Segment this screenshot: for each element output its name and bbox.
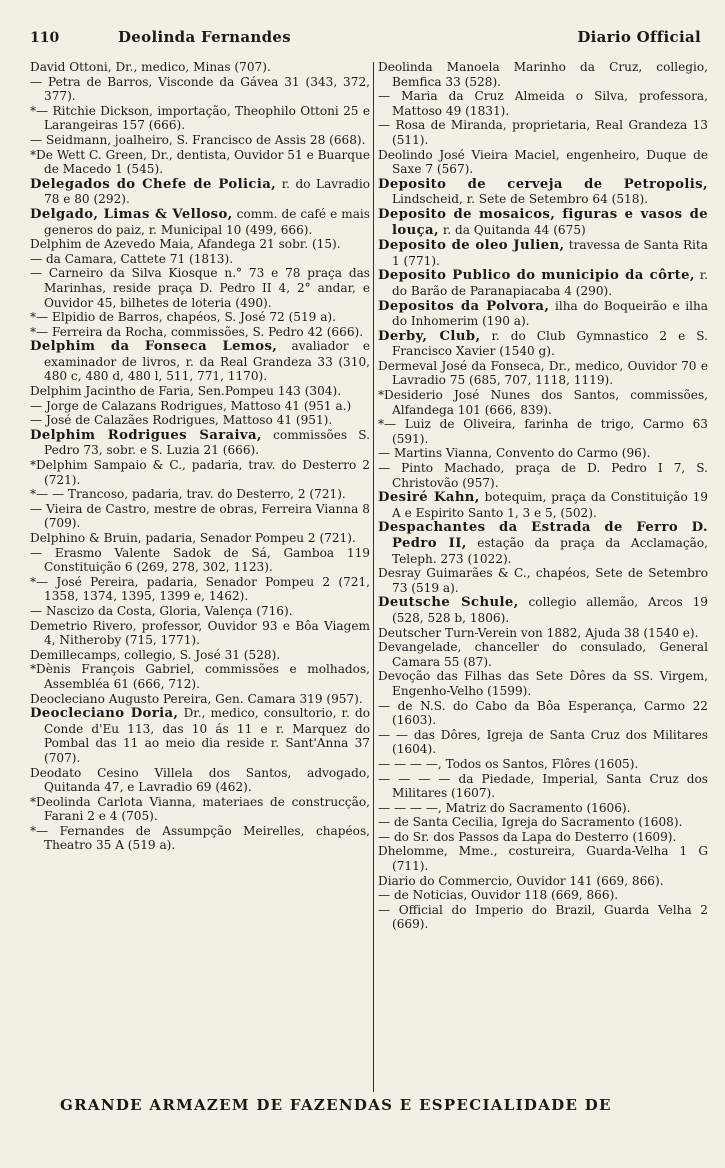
directory-entry (30, 177, 370, 207)
entry-heading: Delphim Rodrigues Saraiva, (30, 427, 262, 443)
entry-text: — de Santa Cecilia, Igreja do Sacramento (1608). (378, 815, 683, 830)
entry-text: Delphim de Azevedo Maia, Afandega 21 sobr. (15). (30, 237, 341, 252)
directory-entry (30, 766, 370, 795)
entry-text: — — — —, Todos os Santos, Flôres (1605). (378, 756, 639, 771)
directory-entry (378, 207, 708, 238)
directory-entry (30, 487, 370, 502)
entry-text: r. do Club Gymnastico 2 e S. Francisco Xavier (1540 g). (392, 328, 708, 359)
directory-entry (378, 874, 708, 889)
entry-text: Delphim Jacintho de Faria, Sen.Pompeu 143 (304). (30, 384, 342, 399)
entry-text: — de N.S. do Cabo da Bôa Esperança, Carmo 22 (1603). (378, 698, 708, 728)
entry-text: Diario do Commercio, Ouvidor 141 (669, 866). (378, 873, 664, 888)
entry-text: *— Ferreira da Rocha, commissões, S. Pedro 42 (666). (30, 324, 364, 339)
directory-entry (30, 648, 370, 663)
directory-entry (30, 692, 370, 707)
directory-entry (378, 89, 708, 118)
directory-entry (378, 772, 708, 801)
page-header (30, 28, 701, 52)
directory-entry (378, 844, 708, 873)
entry-text: Delphino & Bruin, padaria, Senador Pompeu 2 (721). (30, 531, 356, 545)
directory-entry (378, 268, 708, 298)
entry-text: travessa de Santa Rita 1 (771). (392, 238, 708, 268)
directory-entry (378, 118, 708, 147)
directory-entry (30, 60, 370, 75)
entry-text: Deolindo José Vieira Maciel, engenheiro, Duque de Saxe 7 (567). (378, 147, 708, 177)
entry-text: — Seidmann, joalheiro, S. Francisco de Assis 28 (668). (30, 132, 366, 147)
directory-entry (378, 801, 708, 816)
directory-entry (30, 706, 370, 765)
directory-entry (30, 104, 370, 133)
entry-text: botequim, praça da Constituição 19 A e Espirito Santo 1, 3 e 5, (502). (392, 490, 708, 520)
directory-entry (378, 669, 708, 698)
directory-entry (378, 626, 708, 641)
entry-text: — Vieira de Castro, mestre de obras, Ferreira Vianna 8 (709). (30, 501, 370, 531)
directory-entry (30, 384, 370, 399)
directory-entry (30, 237, 370, 252)
entry-text: Dermeval José da Fonseca, Dr., medico, Ouvidor 70 e Lavradio 75 (685, 707, 1118, 1119). (378, 358, 708, 388)
entry-text: — Pinto Machado, praça de D. Pedro I 7, S. Christovão (957). (378, 461, 708, 490)
entry-text: — — das Dôres, Igreja de Santa Cruz dos Militares (1604). (378, 727, 708, 757)
column-divider (373, 62, 374, 1092)
directory-entry (378, 148, 708, 177)
entry-text: *Deolinda Carlota Vianna, materiaes de construcção, Farani 2 e 4 (705). (30, 794, 370, 824)
directory-entry (30, 824, 370, 853)
entry-text: Devangelade, chanceller do consulado, General Camara 55 (87). (378, 640, 708, 669)
directory-entry (30, 325, 370, 340)
entry-text: Deodato Cesino Villela dos Santos, advogado, Quitanda 47, e Lavradio 69 (462). (30, 765, 370, 795)
directory-entry (378, 329, 708, 359)
entry-text: — — — —, Matriz do Sacramento (1606). (378, 800, 631, 815)
directory-entry (378, 520, 708, 566)
entry-text: — Maria da Cruz Almeida o Silva, professora, Mattoso 49 (1831). (378, 89, 708, 118)
entry-heading: Derby, Club, (378, 328, 481, 344)
entry-text: — José de Calazães Rodrigues, Mattoso 41 (951). (30, 413, 333, 428)
entry-text: — Erasmo Valente Sadok de Sá, Gamboa 119 Constituição 6 (269, 278, 302, 1123). (30, 545, 370, 575)
directory-entry (378, 815, 708, 830)
entry-heading: Delphim da Fonseca Lemos, (30, 339, 278, 355)
entry-heading: Desiré Kahn, (378, 490, 480, 506)
directory-entry (378, 640, 708, 669)
entry-text: collegio allemão, Arcos 19 (528, 528 b, 1806). (392, 595, 708, 625)
directory-entry (30, 546, 370, 575)
entry-text: *Delphim Sampaio & C., padaria, trav. do Desterro 2 (721). (30, 458, 370, 487)
directory-entry (30, 604, 370, 619)
directory-entry (378, 757, 708, 772)
directory-entry (378, 446, 708, 461)
directory-entry (30, 502, 370, 531)
directory-entry (30, 148, 370, 177)
entry-text: Deolinda Manoela Marinho da Cruz, collegio, Bemfica 33 (528). (378, 60, 708, 89)
entry-text: — do Sr. dos Passos da Lapa do Desterro (1609). (378, 829, 677, 844)
entry-text: — Jorge de Calazans Rodrigues, Mattoso 41 (951 a.) (30, 398, 352, 413)
entry-text: Devoção das Filhas das Sete Dôres da SS. Virgem, Engenho-Velho (1599). (378, 669, 708, 698)
directory-entry (30, 413, 370, 428)
directory-entry (30, 662, 370, 691)
directory-entry (378, 595, 708, 625)
directory-entry (30, 252, 370, 267)
left-column (30, 60, 370, 1090)
right-column (378, 60, 708, 1090)
directory-entry (378, 728, 708, 757)
directory-entry (378, 388, 708, 417)
entry-text: Demetrio Rivero, professor, Ouvidor 93 e Bôa Viagem 4, Nitheroby (715, 1771). (30, 618, 370, 648)
entry-text: — Rosa de Miranda, proprietaria, Real Grandeza 13 (511). (378, 118, 708, 147)
entry-heading: Delgado, Limas & Velloso, (30, 206, 233, 222)
directory-entry (378, 566, 708, 595)
entry-text: Deocleciano Augusto Pereira, Gen. Camara 319 (957). (30, 691, 363, 706)
entry-text: Dhelomme, Mme., costureira, Guarda-Velha 1 G (711). (378, 844, 708, 874)
directory-entry (30, 207, 370, 237)
entry-text: Dr., medico, consultorio, r. do Conde d'Eu 113, das 10 ás 11 e r. Marquez do Pombal das 11 ao meio dia reside r. Sant'Anna 37 (707). (44, 706, 370, 765)
entry-text: *— Luiz de Oliveira, farinha de trigo, Carmo 63 (591). (378, 417, 708, 446)
journal-name: Diario Official (577, 28, 701, 46)
entry-text: *— Ritchie Dickson, importação, Theophilo Ottoni 25 e Larangeiras 157 (666). (30, 103, 370, 133)
directory-entry (30, 575, 370, 604)
directory-entry (378, 177, 708, 207)
entry-text: avaliador e examinador de livros, r. da Real Grandeza 33 (310, 480 c, 480 d, 480 l, 511, 771, 1170). (44, 339, 370, 384)
entry-heading: Deposito Publico do municipio da côrte, (378, 268, 695, 284)
directory-entry (30, 458, 370, 487)
entry-text: *— José Pereira, padaria, Senador Pompeu 2 (721, 1358, 1374, 1395, 1399 e, 1462). (30, 574, 370, 604)
entry-text: — Martins Vianna, Convento do Carmo (96). (378, 446, 651, 461)
entry-text: *— — Trancoso, padaria, trav. do Desterro, 2 (721). (30, 487, 346, 502)
entry-heading: Delegados do Chefe de Policia, (30, 176, 277, 192)
entry-text: Demillecamps, collegio, S. José 31 (528). (30, 647, 281, 662)
entry-text: comm. de café e mais generos do paiz, r. Municipal 10 (499, 666). (44, 206, 370, 237)
directory-entry (378, 60, 708, 89)
entry-text: ilha do Boqueirão e ilha do Inhomerim (190 a). (392, 298, 708, 329)
entry-text: — Official do Imperio do Brazil, Guarda Velha 2 (669). (378, 902, 708, 932)
directory-entry (30, 795, 370, 824)
directory-entry (30, 399, 370, 414)
entry-text: r. do Lavradio 78 e 80 (292). (44, 176, 370, 207)
directory-entry (30, 428, 370, 458)
entry-text: *De Wett C. Green, Dr., dentista, Ouvidor 51 e Buarque de Macedo 1 (545). (30, 147, 370, 177)
directory-entry (30, 133, 370, 148)
entry-text: David Ottoni, Dr., medico, Minas (707). (30, 60, 271, 74)
entry-text: *— Fernandes de Assumpção Meirelles, chapéos, Theatro 35 A (519 a). (30, 823, 370, 853)
directory-entry (30, 339, 370, 384)
entry-text: — Nascizo da Costa, Gloria, Valença (716). (30, 603, 293, 618)
entry-text: estação da praça da Acclamação, Teleph. 273 (1022). (392, 536, 708, 566)
page-number: 110 (30, 30, 60, 46)
entry-heading: Deposito de oleo Julien, (378, 238, 565, 254)
entry-text: *Desiderio José Nunes dos Santos, commissões, Alfandega 101 (666, 839). (378, 388, 708, 417)
directory-entry (378, 359, 708, 388)
entry-heading: Depositos da Polvora, (378, 298, 550, 314)
entry-text: Desray Guimarães & C., chapéos, Sete de Setembro 73 (519 a). (378, 566, 708, 595)
directory-entry (378, 299, 708, 329)
entry-text: — Petra de Barros, Visconde da Gávea 31 (343, 372, 377). (30, 74, 370, 104)
directory-entry (378, 490, 708, 520)
entry-text: — — — — da Piedade, Imperial, Santa Cruz dos Militares (1607). (378, 771, 708, 801)
entry-text: r. da Quitanda 44 (675) (438, 222, 586, 237)
directory-entry (378, 417, 708, 446)
entry-text: *Dènis François Gabriel, commissões e molhados, Assembléa 61 (666, 712). (30, 662, 370, 691)
directory-entry (378, 888, 708, 903)
entry-text: Lindscheid, r. Sete de Setembro 64 (518). (392, 192, 649, 207)
directory-entry (30, 266, 370, 310)
entry-heading: Deutsche Schule, (378, 595, 519, 611)
directory-entry (378, 238, 708, 268)
directory-entry (378, 699, 708, 728)
entry-text: — da Camara, Cattete 71 (1813). (30, 251, 234, 266)
entry-heading: Deocleciano Doria, (30, 706, 179, 722)
entry-heading: Deposito de mosaicos, figuras e vasos de louça, (378, 206, 708, 238)
running-title: Deolinda Fernandes (118, 28, 291, 46)
directory-entry (30, 531, 370, 546)
entry-heading: Deposito de cerveja de Petropolis, (378, 176, 708, 192)
entry-text: commissões S. Pedro 73, sobr. e S. Luzia 21 (666). (44, 427, 370, 458)
directory-entry (30, 310, 370, 325)
directory-entry (30, 619, 370, 648)
footer-banner: GRANDE ARMAZEM DE FAZENDAS E ESPECIALIDADE DE (60, 1096, 612, 1114)
entry-text: — de Noticias, Ouvidor 118 (669, 866). (378, 888, 619, 903)
entry-text: r. do Barão de Paranapiacaba 4 (290). (392, 268, 708, 298)
directory-entry (378, 461, 708, 490)
entry-text: Deutscher Turn-Verein von 1882, Ajuda 38 (1540 e). (378, 625, 699, 640)
entry-text: *— Elpidio de Barros, chapéos, S. José 72 (519 a). (30, 310, 336, 325)
directory-entry (378, 903, 708, 932)
directory-entry (30, 75, 370, 104)
directory-entry (378, 830, 708, 845)
entry-text: — Carneiro da Silva Kiosque n.° 73 e 78 praça das Marinhas, reside praça D. Pedro II 4, 2° andar, e Ouvidor 45, bilhetes de loteria (490). (30, 266, 370, 310)
entry-heading: Despachantes da Estrada de Ferro D. Pedro II, (378, 520, 708, 551)
